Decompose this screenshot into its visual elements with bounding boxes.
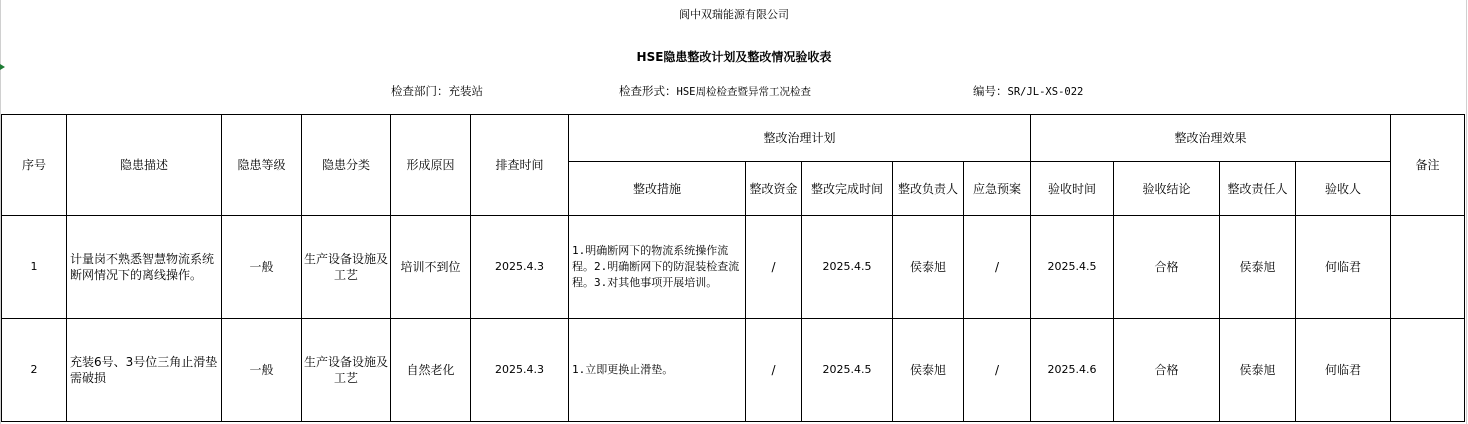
table-row: [2, 319, 1465, 422]
cell-conclusion[interactable]: 合格: [1114, 319, 1220, 422]
cell-seq[interactable]: 2: [2, 319, 67, 422]
header-funds[interactable]: 整改资金: [746, 162, 802, 216]
cell-owner[interactable]: 侯泰旭: [893, 319, 964, 422]
header-cause[interactable]: 形成原因: [391, 115, 471, 216]
code-info: [973, 83, 1083, 99]
cell-cause[interactable]: 培训不到位: [391, 216, 471, 319]
cell-cause[interactable]: 自然老化: [391, 319, 471, 422]
header-measures[interactable]: 整改措施: [569, 162, 746, 216]
header-finish-time[interactable]: 整改完成时间: [802, 162, 893, 216]
cell-responsible[interactable]: 侯泰旭: [1220, 216, 1296, 319]
cell-acceptor[interactable]: 何临君: [1296, 216, 1391, 319]
cell-measures[interactable]: 1.明确断网下的物流系统操作流程。2.明确断网下的防混装检查流程。3.对其他事项开展培训。: [569, 216, 746, 319]
cell-funds[interactable]: /: [746, 216, 802, 319]
cell-conclusion[interactable]: 合格: [1114, 216, 1220, 319]
dept-info: [391, 83, 483, 99]
company-name: 阆中双瑞能源有限公司: [679, 8, 789, 21]
cell-finish-time[interactable]: 2025.4.5: [802, 319, 893, 422]
cell-accept-time[interactable]: 2025.4.5: [1031, 216, 1114, 319]
header-remark[interactable]: 备注: [1391, 115, 1465, 216]
cell-remark[interactable]: [1391, 319, 1465, 422]
cell-seq[interactable]: 1: [2, 216, 67, 319]
form-title: HSE隐患整改计划及整改情况验收表: [636, 50, 832, 64]
header-desc[interactable]: 隐患描述: [67, 115, 222, 216]
header-check-time[interactable]: 排查时间: [471, 115, 569, 216]
header-responsible[interactable]: 整改责任人: [1220, 162, 1296, 216]
header-level[interactable]: 隐患等级: [222, 115, 302, 216]
cell-check-time[interactable]: 2025.4.3: [471, 319, 569, 422]
header-effect-group[interactable]: 整改治理效果: [1031, 115, 1391, 162]
header-conclusion[interactable]: 验收结论: [1114, 162, 1220, 216]
cell-funds[interactable]: /: [746, 319, 802, 422]
cell-finish-time[interactable]: 2025.4.5: [802, 216, 893, 319]
cell-accept-time[interactable]: 2025.4.6: [1031, 319, 1114, 422]
cell-emergency[interactable]: /: [964, 216, 1031, 319]
dept-label: 检查部门：: [391, 84, 449, 98]
header-row-1: [2, 115, 1465, 162]
cell-category[interactable]: 生产设备设施及工艺: [302, 216, 391, 319]
header-seq[interactable]: 序号: [2, 115, 67, 216]
cell-category[interactable]: 生产设备设施及工艺: [302, 319, 391, 422]
table-row: [2, 216, 1465, 319]
cell-desc[interactable]: 计量岗不熟悉智慧物流系统断网情况下的离线操作。: [67, 216, 222, 319]
cell-level[interactable]: 一般: [222, 216, 302, 319]
dept-value: 充装站: [448, 84, 483, 98]
form-value: HSE周检检查暨异常工况检查: [676, 86, 811, 98]
header-accept-time[interactable]: 验收时间: [1031, 162, 1114, 216]
cell-acceptor[interactable]: 何临君: [1296, 319, 1391, 422]
header-plan-group[interactable]: 整改治理计划: [569, 115, 1031, 162]
cell-desc[interactable]: 充装6号、3号位三角止滑垫需破损: [67, 319, 222, 422]
cell-responsible[interactable]: 侯泰旭: [1220, 319, 1296, 422]
code-label: 编号：: [973, 84, 1008, 98]
cell-remark[interactable]: [1391, 216, 1465, 319]
cell-check-time[interactable]: 2025.4.3: [471, 216, 569, 319]
form-info: [619, 83, 811, 99]
header-acceptor[interactable]: 验收人: [1296, 162, 1391, 216]
header-emergency[interactable]: 应急预案: [964, 162, 1031, 216]
header-owner[interactable]: 整改负责人: [893, 162, 964, 216]
form-label: 检查形式：: [619, 84, 677, 98]
code-value: SR/JL-XS-022: [1007, 86, 1084, 98]
header-category[interactable]: 隐患分类: [302, 115, 391, 216]
hazard-table: [1, 114, 1465, 422]
cell-owner[interactable]: 侯泰旭: [893, 216, 964, 319]
cell-level[interactable]: 一般: [222, 319, 302, 422]
cell-measures[interactable]: 1.立即更换止滑垫。: [569, 319, 746, 422]
cell-emergency[interactable]: /: [964, 319, 1031, 422]
